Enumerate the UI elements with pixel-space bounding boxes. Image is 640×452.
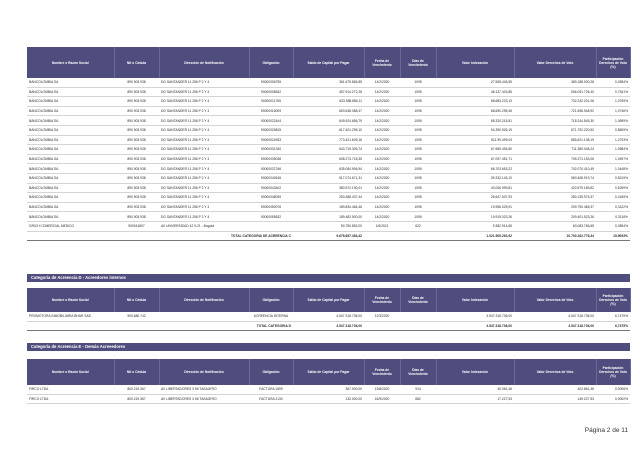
table-e-body	[27, 385, 630, 404]
cell-vote-pct: 1,0769%	[596, 97, 630, 107]
col-header-days: Días de Vencimiento	[400, 47, 436, 78]
cell-vote-value: 718.244.845,30	[514, 116, 596, 126]
cell-balance: 4.547.318.736,00	[293, 312, 364, 321]
cell-nit: 890.903.938	[114, 164, 159, 174]
cell-obligation: 90000040616	[249, 173, 293, 183]
cell-days: 1095	[400, 212, 436, 222]
cell-vote-value: 209.790.465,37	[514, 202, 596, 212]
total-empty-1	[364, 321, 400, 331]
cell-name: BANCOLOMBIA SA	[27, 212, 114, 222]
cell-due-date: 14/2/2020	[364, 135, 400, 145]
cell-days: 1095	[400, 202, 436, 212]
cell-indexation: 67.669.494,80	[436, 145, 514, 155]
col-header-vote-value: Valor Derechos de Voto	[514, 359, 596, 385]
cell-obligation: FACTURA 2130	[249, 394, 293, 404]
cell-vote-value: 721.698.948,92	[514, 106, 596, 116]
cell-indexation: 4.547.318.736,00	[436, 312, 514, 321]
cell-due-date: 14/2/2020	[364, 145, 400, 155]
table-row	[27, 212, 630, 222]
cell-obligation: 90000035038	[249, 154, 293, 164]
cell-name: FIRCO LTDA	[27, 385, 114, 394]
cell-balance: 253.488.437,44	[293, 193, 364, 203]
cell-address: DG SANTANDER 11 256 P 2 Y 4	[159, 87, 249, 97]
cell-days: 914	[400, 385, 436, 394]
col-header-address: Dirección de Notificación	[159, 47, 249, 78]
cell-vote-pct: 1,0448%	[596, 164, 630, 174]
cell-address: DG SANTANDER 11 256 P 2 Y 4	[159, 173, 249, 183]
cell-vote-pct: 0,4554%	[596, 78, 630, 87]
cell-indexation: 26.647.537,93	[436, 193, 514, 203]
cell-address: DG SANTANDER 11 256 P 2 Y 4	[159, 183, 249, 193]
table-c-body	[27, 78, 630, 221]
cell-due-date: 12/3/2020	[364, 312, 400, 321]
cell-name: BANCOLOMBIA SA	[27, 193, 114, 203]
cell-indexation: 19.956.025,91	[436, 202, 514, 212]
cell-vote-pct: 1,0584%	[596, 145, 630, 155]
cell-obligation: 90000048039	[249, 193, 293, 203]
cell-days: 1095	[400, 116, 436, 126]
cell-name: FIRCO LTDA	[27, 394, 114, 404]
table-c-last-row	[27, 221, 630, 231]
col-header-obligation: Obligación	[249, 359, 293, 385]
table-row	[27, 116, 630, 126]
cell-vote-value: 855.621.108,19	[514, 135, 596, 145]
cell-vote-value: 60.083.766,65	[514, 221, 596, 231]
page-number: Página 2 de 11	[584, 427, 628, 434]
col-header-name: Nombre o Razón Social	[27, 288, 114, 312]
cell-days: 1095	[400, 135, 436, 145]
cell-balance: 367.000,00	[293, 385, 364, 394]
cell-name: BANCOLOMBIA SA	[27, 183, 114, 193]
col-header-address: Dirección de Notificación	[159, 359, 249, 385]
cell-indexation: 17.227,53	[436, 394, 514, 404]
cell-name: GRICH COMERCIAL MEDICO	[27, 221, 114, 231]
col-header-vote-value: Valor Derechos de Voto	[514, 47, 596, 78]
cell-balance: 517.074.671,31	[293, 173, 364, 183]
col-header-indexation: Valor Indexación	[436, 359, 514, 385]
cell-obligation: 90000022444	[249, 116, 293, 126]
cell-vote-pct: 0,0002%	[596, 394, 630, 404]
table-d-body	[27, 312, 630, 321]
cell-address: DG SANTANDER 11 256 P 2 Y 4	[159, 135, 249, 145]
table-row	[27, 135, 630, 145]
cell-address: DG SANTANDER 11 256 P 2 Y 4	[159, 145, 249, 155]
table-row	[27, 154, 630, 164]
cell-days: 1095	[400, 154, 436, 164]
cell-vote-value: 671.792.220,52	[514, 125, 596, 135]
cell-due-date: 14/2/2020	[364, 202, 400, 212]
cell-days: 1095	[400, 87, 436, 97]
total-label: TOTAL CATEGORIA DE ACREENCIA C	[27, 231, 293, 241]
cell-balance: 653.548.388,47	[293, 106, 364, 116]
cell-name: BANCOLOMBIA SA	[27, 78, 114, 87]
cell-indexation: 68.320.215,51	[436, 116, 514, 126]
table-row	[27, 106, 630, 116]
cell-nit: 890.903.938	[114, 193, 159, 203]
cell-obligation: ACREENCIA INTERNA	[249, 312, 293, 321]
table-row	[27, 125, 630, 135]
cell-days: 1095	[400, 164, 436, 174]
cell-vote-pct: 0,3116%	[596, 212, 630, 222]
cell-name: BANCOLOMBIA SA	[27, 87, 114, 97]
total-empty-2	[400, 321, 436, 331]
cell-name: BANCOLOMBIA SA	[27, 164, 114, 174]
cell-balance: 649.924.656,79	[293, 116, 364, 126]
cell-vote-pct: 0,8219%	[596, 173, 630, 183]
cell-vote-value: 702.242.201,06	[514, 97, 596, 107]
cell-days: 622	[400, 221, 436, 231]
total-vote-value: 4.547.318.736,00	[514, 321, 596, 331]
category-d-title: Categoría de Acreencia D - Acreedores internos	[27, 274, 630, 282]
cell-vote-pct: 1,0497%	[596, 154, 630, 164]
col-header-vote-pct: Participación Derechos de Voto (%)	[596, 288, 630, 312]
cell-obligation: 90000050076	[249, 202, 293, 212]
col-header-vote-pct: Participación Derechos de Voto (%)	[596, 359, 630, 385]
cell-nit: 890.903.938	[114, 154, 159, 164]
col-header-nit: NIt o Cédula	[114, 359, 159, 385]
cell-obligation: 90000006795	[249, 78, 293, 87]
cell-balance: 132.000,00	[293, 394, 364, 404]
cell-days: 1095	[400, 145, 436, 155]
cell-days: 1095	[400, 193, 436, 203]
cell-nit: 890.903.938	[114, 125, 159, 135]
cell-nit: 890.903.938	[114, 97, 159, 107]
col-header-balance: Saldo de Capital por Pagar	[293, 288, 364, 312]
cell-nit: 890.903.938	[114, 212, 159, 222]
table-c-total-row	[27, 231, 630, 241]
col-header-obligation: Obligación	[249, 288, 293, 312]
cell-indexation: 48.137.403,85	[436, 87, 514, 97]
table-row	[27, 164, 630, 174]
cell-vote-value: 705.371.153,06	[514, 154, 596, 164]
cell-due-date: 14/2/2020	[364, 97, 400, 107]
table-row	[27, 87, 630, 97]
total-indexation: 4.547.318.736,00	[436, 321, 514, 331]
table-row	[27, 312, 630, 321]
cell-address: DG SANTANDER 11 256 P 2 Y 4	[159, 154, 249, 164]
col-header-address: Dirección de Notificación	[159, 288, 249, 312]
cell-days: 1095	[400, 173, 436, 183]
cell-obligation: 90000043402	[249, 183, 293, 193]
cell-due-date: 14/2/2020	[364, 183, 400, 193]
cell-nit: 890.903.938	[114, 202, 159, 212]
cell-balance: 617.401.295,10	[293, 125, 364, 135]
cell-obligation: 90000024933	[249, 135, 293, 145]
table-row	[27, 193, 630, 203]
cell-balance: 638.273.718,35	[293, 154, 364, 164]
cell-obligation	[249, 221, 293, 231]
cell-nit: 900.680.742	[114, 312, 159, 321]
cell-balance: 643.719.305,74	[293, 145, 364, 155]
cell-vote-value: 506.051.726,40	[514, 87, 596, 97]
total-vote-pct: 6,7475%	[596, 321, 630, 331]
cell-vote-pct: 1,2703%	[596, 135, 630, 145]
cell-days: 882	[400, 394, 436, 404]
table-d-total-row	[27, 321, 630, 331]
table-row	[27, 78, 630, 87]
total-vote-value: 10.700.162.778,34	[514, 231, 596, 241]
col-header-indexation: Valor Indexación	[436, 288, 514, 312]
cell-name: BANCOLOMBIA SA	[27, 154, 114, 164]
cell-name: BANCOLOMBIA SA	[27, 135, 114, 145]
cell-address: AV UNIVERSIDAD 42 9-21 - Bogotá	[159, 221, 249, 231]
cell-vote-value: 711.389.048,24	[514, 145, 596, 155]
cell-due-date: 14/2/2020	[364, 154, 400, 164]
table-row	[27, 145, 630, 155]
cell-vote-pct: 0,4169%	[596, 193, 630, 203]
total-empty-1	[364, 231, 400, 241]
cell-balance: 50.750.852,00	[293, 221, 364, 231]
col-header-nit: NIt o Cédula	[114, 47, 159, 78]
cell-obligation: 90000008532	[249, 87, 293, 97]
cell-vote-pct: 0,3122%	[596, 202, 630, 212]
cell-name: BANCOLOMBIA SA	[27, 125, 114, 135]
cell-obligation: 90000055632	[249, 212, 293, 222]
col-header-due-date: Fecha de Vencimiento	[364, 288, 400, 312]
creditors-table-d	[27, 288, 631, 331]
cell-due-date: 14/2/2020	[364, 193, 400, 203]
table-c-header-row	[27, 47, 630, 78]
col-header-obligation: Obligación	[249, 47, 293, 78]
cell-due-date: 14/2/2020	[364, 125, 400, 135]
cell-indexation: 67.097.451,71	[436, 154, 514, 164]
total-indexation: 1.021.505.263,92	[436, 231, 514, 241]
table-d-header-row	[27, 288, 630, 312]
cell-days: 1095	[400, 125, 436, 135]
cell-due-date: 14/2/2020	[364, 116, 400, 126]
cell-address: DG SANTANDER 11 256 P 2 Y 4	[159, 164, 249, 174]
cell-vote-value: 280.135.975,37	[514, 193, 596, 203]
cell-balance: 635.084.906,94	[293, 164, 364, 174]
col-header-name: Nombre o Razón Social	[27, 47, 114, 78]
creditors-table-c	[27, 47, 631, 241]
cell-days: 1095	[400, 97, 436, 107]
cell-balance: 633.558.886,11	[293, 97, 364, 107]
cell-address: DG SANTANDER 11 256 P 2 Y 4	[159, 202, 249, 212]
cell-vote-value: 402.861,46	[514, 385, 596, 394]
cell-name: BANCOLOMBIA SA	[27, 97, 114, 107]
cell-days: 1095	[400, 106, 436, 116]
cell-obligation: 90000037246	[249, 164, 293, 174]
cell-indexation: 40.006.999,81	[436, 183, 514, 193]
cell-balance: 773.421.609,16	[293, 135, 364, 145]
cell-nit: 890.903.938	[114, 183, 159, 193]
cell-vote-pct: 1,0699%	[596, 116, 630, 126]
cell-vote-value: 149.227,53	[514, 394, 596, 404]
cell-indexation: 68.650.295,45	[436, 106, 514, 116]
col-header-balance: Saldo de Capital por Pagar	[293, 47, 364, 78]
cell-nit: 890.903.938	[114, 116, 159, 126]
table-row	[27, 385, 630, 394]
cell-name: BANCOLOMBIA SA	[27, 173, 114, 183]
cell-vote-pct: 0,0894%	[596, 221, 630, 231]
cell-name: PROMOTORA INMOBILIARIA BHAR SAS	[27, 312, 114, 321]
col-header-vote-value: Valor Derechos de Voto	[514, 288, 596, 312]
total-balance: 4.547.318.736,00	[293, 321, 364, 331]
total-vote-pct: 15.9093%	[596, 231, 630, 241]
cell-nit: 890.903.938	[114, 87, 159, 97]
cell-days: 1095	[400, 78, 436, 87]
cell-nit: 890.903.938	[114, 135, 159, 145]
col-header-indexation: Valor Indexación	[436, 47, 514, 78]
cell-address	[159, 312, 249, 321]
cell-address: DG SANTANDER 11 256 P 2 Y 4	[159, 125, 249, 135]
cell-vote-value: 560.408.919,74	[514, 173, 596, 183]
cell-due-date: 1/6/2021	[364, 221, 400, 231]
cell-name: BANCOLOMBIA SA	[27, 145, 114, 155]
col-header-name: Nombre o Razón Social	[27, 359, 114, 385]
cell-name: BANCOLOMBIA SA	[27, 116, 114, 126]
cell-vote-value: 420.579.189,82	[514, 183, 596, 193]
cell-due-date: 14/2/2020	[364, 106, 400, 116]
col-header-due-date: Fecha de Vencimiento	[364, 47, 400, 78]
cell-due-date: 14/2/2020	[364, 173, 400, 183]
cell-obligation: 90000011765	[249, 97, 293, 107]
table-row	[27, 183, 630, 193]
cell-due-date: 14/2/2020	[364, 87, 400, 97]
cell-indexation: 811.99.499,03	[436, 135, 514, 145]
cell-due-date: 13/8/2020	[364, 385, 400, 394]
cell-address: DG SANTANDER 11 256 P 2 Y 4	[159, 193, 249, 203]
cell-obligation: 90000016009	[249, 106, 293, 116]
cell-due-date: 14/2/2020	[364, 212, 400, 222]
creditors-table-e	[27, 359, 631, 404]
cell-address: AV LIBERTADORES 3 56 TASAJERO	[159, 394, 249, 404]
cell-nit: 800.219.367	[114, 394, 159, 404]
cell-vote-pct: 0,7541%	[596, 87, 630, 97]
cell-obligation: 90000025815	[249, 125, 293, 135]
cell-name: BANCOLOMBIA SA	[27, 202, 114, 212]
total-balance: 9.678.657.454,42	[293, 231, 364, 241]
cell-indexation: 19.919.023,26	[436, 212, 514, 222]
cell-indexation: 39.332.145,10	[436, 173, 514, 183]
cell-vote-pct: 0,8609%	[596, 125, 630, 135]
cell-due-date: 14/2/2020	[364, 164, 400, 174]
cell-indexation: 66.703.653,22	[436, 164, 514, 174]
cell-balance: 380.572.190,01	[293, 183, 364, 193]
cell-indexation: 68.683.223,13	[436, 97, 514, 107]
cell-due-date: 16/9/2020	[364, 394, 400, 404]
cell-address: DG SANTANDER 11 256 P 2 Y 4	[159, 78, 249, 87]
cell-nit: 890.903.938	[114, 173, 159, 183]
col-header-nit: NIt o Cédula	[114, 288, 159, 312]
cell-indexation: 54.390.926,19	[436, 125, 514, 135]
cell-balance: 457.914.272,28	[293, 87, 364, 97]
cell-nit: 890.903.938	[114, 78, 159, 87]
cell-obligation: FACTURA 1699	[249, 385, 293, 394]
total-label: TOTAL CATEGORIA D	[27, 321, 293, 331]
cell-address: DG SANTANDER 11 256 P 2 Y 4	[159, 106, 249, 116]
table-row	[27, 202, 630, 212]
cell-address: DG SANTANDER 11 256 P 2 Y 4	[159, 116, 249, 126]
cell-address: AV LIBERTADORES 3 56 TASAJERO	[159, 385, 249, 394]
cell-vote-value: 4.547.318.736,00	[514, 312, 596, 321]
col-header-vote-pct: Participación Derechos de Voto (%)	[596, 47, 630, 78]
col-header-balance: Saldo de Capital por Pagar	[293, 359, 364, 385]
col-header-due-date: Fecha de Vencimiento	[364, 359, 400, 385]
cell-obligation: 90000031330	[249, 145, 293, 155]
cell-nit: 890.903.938	[114, 106, 159, 116]
category-e-title: Categoría de Acreencia E - Demás Acreeedores	[27, 343, 630, 351]
table-row	[27, 97, 630, 107]
cell-days	[400, 312, 436, 321]
col-header-days: Días de Vencimiento	[400, 288, 436, 312]
cell-vote-value: 389.188.000,28	[514, 78, 596, 87]
cell-vote-pct: 6,7475%	[596, 312, 630, 321]
cell-balance: 189.834.464,46	[293, 202, 364, 212]
cell-address: DG SANTANDER 11 256 P 2 Y 4	[159, 97, 249, 107]
table-row	[27, 173, 630, 183]
cell-vote-value: 702.070.410,49	[514, 164, 596, 174]
cell-name: BANCOLOMBIA SA	[27, 106, 114, 116]
table-row	[27, 394, 630, 404]
cell-nit: 800.219.367	[114, 385, 159, 394]
cell-vote-pct: 0,6259%	[596, 183, 630, 193]
total-empty-2	[400, 231, 436, 241]
cell-indexation: 9.382.914,65	[436, 221, 514, 231]
table-e-header-row	[27, 359, 630, 385]
cell-vote-pct: 1,0746%	[596, 106, 630, 116]
cell-indexation: 27.508.446,55	[436, 78, 514, 87]
cell-balance: 361.679.865,85	[293, 78, 364, 87]
col-header-days: Días de Vencimiento	[400, 359, 436, 385]
cell-address: DG SANTANDER 11 256 P 2 Y 4	[159, 212, 249, 222]
cell-vote-value: 209.401.523,26	[514, 212, 596, 222]
cell-vote-pct: 0,0006%	[596, 385, 630, 394]
cell-balance: 189.482.500,00	[293, 212, 364, 222]
cell-due-date: 14/2/2020	[364, 78, 400, 87]
cell-days: 1095	[400, 183, 436, 193]
cell-indexation: 40.061,46	[436, 385, 514, 394]
cell-nit: 900041807	[114, 221, 159, 231]
cell-nit: 890.903.938	[114, 145, 159, 155]
